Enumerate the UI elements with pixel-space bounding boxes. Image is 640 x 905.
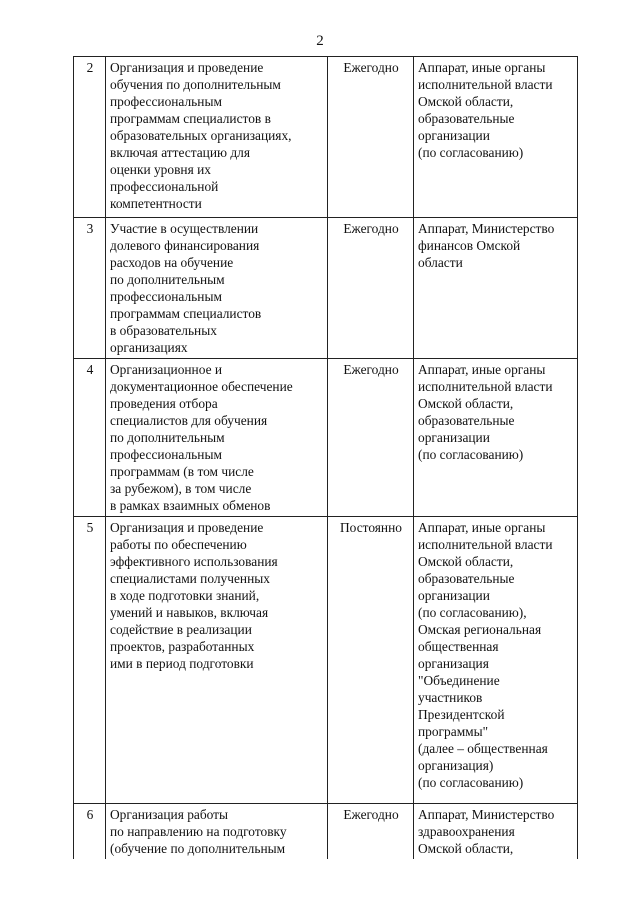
term-cell: Ежегодно bbox=[328, 218, 414, 359]
responsible-cell: Аппарат, иные органы исполнительной власти Омской области, образовательные организации (по согласованию), Омская региональная общественная организация "Объединение участников Президентской программы" (далее – общественная организация) (по согласованию) bbox=[414, 517, 578, 804]
row-number: 2 bbox=[74, 57, 106, 218]
table-row bbox=[74, 359, 578, 517]
plan-table bbox=[73, 56, 578, 859]
task-cell: Участие в осуществлении долевого финансирования расходов на обучение по дополнительным профессиональным программам специалистов в образовательных организациях bbox=[106, 218, 328, 359]
term-cell: Постоянно bbox=[328, 517, 414, 804]
task-cell: Организация и проведение работы по обеспечению эффективного использования специалистами полученных в ходе подготовки знаний, умений и навыков, включая содействие в реализации проектов, разработанных ими в период подготовки bbox=[106, 517, 328, 804]
task-cell: Организация и проведение обучения по дополнительным профессиональным программам специалистов в образовательных организациях, включая аттестацию для оценки уровня их профессиональной компетентности bbox=[106, 57, 328, 218]
page-number: 2 bbox=[316, 33, 324, 49]
task-cell: Организационное и документационное обеспечение проведения отбора специалистов для обучения по дополнительным профессиональным программам (в том числе за рубежом), в том числе в рамках взаимных обменов bbox=[106, 359, 328, 517]
responsible-cell: Аппарат, иные органы исполнительной власти Омской области, образовательные организации (по согласованию) bbox=[414, 359, 578, 517]
term-cell: Ежегодно bbox=[328, 57, 414, 218]
table-row bbox=[74, 218, 578, 359]
term-cell: Ежегодно bbox=[328, 804, 414, 860]
row-number: 5 bbox=[74, 517, 106, 804]
table-row bbox=[74, 57, 578, 218]
table-row bbox=[74, 517, 578, 804]
term-cell: Ежегодно bbox=[328, 359, 414, 517]
table-row bbox=[74, 804, 578, 860]
responsible-cell: Аппарат, иные органы исполнительной власти Омской области, образовательные организации (по согласованию) bbox=[414, 57, 578, 218]
task-cell: Организация работы по направлению на подготовку (обучение по дополнительным bbox=[106, 804, 328, 860]
row-number: 4 bbox=[74, 359, 106, 517]
responsible-cell: Аппарат, Министерство здравоохранения Омской области, bbox=[414, 804, 578, 860]
row-number: 6 bbox=[74, 804, 106, 860]
row-number: 3 bbox=[74, 218, 106, 359]
responsible-cell: Аппарат, Министерство финансов Омской области bbox=[414, 218, 578, 359]
